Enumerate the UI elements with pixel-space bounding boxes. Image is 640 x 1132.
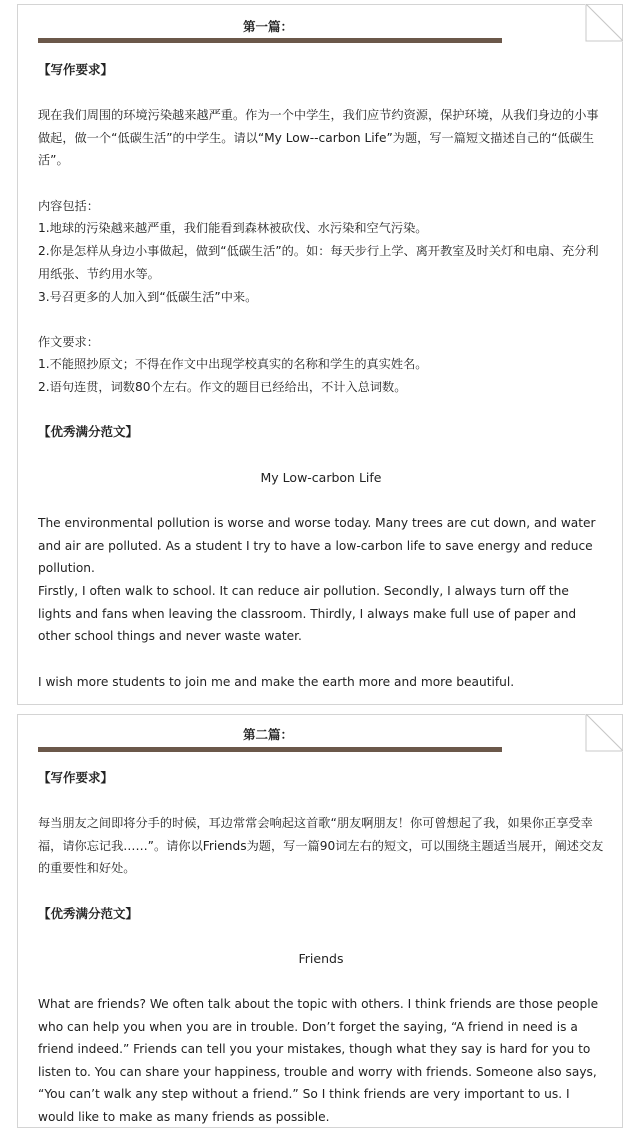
article-card-2 — [17, 714, 623, 1128]
heading-rule — [38, 747, 502, 752]
heading-rule — [38, 38, 502, 43]
essay-paragraph-3: I wish more students to join me and make the earth more and more beautiful. — [38, 675, 515, 689]
essay-paragraph-1: The environmental pollution is worse and worse today. Many trees are cut down, and water and air are polluted. As a student I try to have a low-carbon life to save energy and reduce pollution. — [38, 516, 596, 576]
essay-title: Friends — [298, 951, 344, 966]
essay-paragraph: What are friends? We often talk about the topic with others. I think friends are those people who can help you when you are in trouble. Don’t forget the saying, “A friend in need is a friend indeed.” Friends can tell you your mistakes, though what they say is hard for you to listen to. You can share your happiness, trouble and worry with friends. Someone also says, “You can’t walk any step without a friend.” So I think friends are very important to us. I would like to make as many friends as possible. — [38, 997, 599, 1124]
page-fold-icon — [585, 714, 623, 752]
article-heading: 第二篇： — [242, 727, 293, 742]
content-item-3: 3.号召更多的人加入到“低碳生活”中来。 — [38, 290, 258, 304]
article-card-1 — [17, 4, 623, 705]
requirements-paragraph: 每当朋友之间即将分手的时候，耳边常常会响起这首歌“朋友啊朋友！你可曾想起了我，如果你正享受幸福，请你忘记我……”。请你以Friends为题，写一篇90词左右的短文，可以围绕主题适当展开，阐述交友的重要性和好处。 — [38, 816, 604, 876]
requirements-title: 【写作要求】 — [38, 62, 114, 77]
requirements-title: 【写作要求】 — [38, 770, 114, 785]
content-item-2: 2.你是怎样从身边小事做起，做到“低碳生活”的。如：每天步行上学、离开教室及时关灯和电扇、充分利用纸张、节约用水等。 — [38, 244, 599, 281]
composition-item-1: 1.不能照抄原文；不得在作文中出现学校真实的名称和学生的真实姓名。 — [38, 357, 428, 371]
composition-label: 作文要求： — [38, 335, 99, 349]
sample-essay-title: 【优秀满分范文】 — [38, 424, 139, 439]
requirements-paragraph: 现在我们周围的环境污染越来越严重。作为一个中学生，我们应节约资源，保护环境，从我们身边的小事做起，做一个“低碳生活”的中学生。请以“My Low--carbon Life”为题，写一篇短文描述自己的“低碳生活”。 — [38, 108, 599, 168]
composition-item-2: 2.语句连贯，词数80个左右。作文的题目已经给出，不计入总词数。 — [38, 380, 407, 394]
sample-essay-title: 【优秀满分范文】 — [38, 906, 139, 921]
page-fold-icon — [585, 4, 623, 42]
essay-paragraph-2: Firstly, I often walk to school. It can reduce air pollution. Secondly, I always turn off the lights and fans when leaving the classroom. Thirdly, I always make full use of paper and other school things and never waste water. — [38, 584, 577, 644]
article-heading: 第一篇： — [242, 19, 293, 34]
content-label: 内容包括： — [38, 199, 99, 213]
content-item-1: 1.地球的污染越来越严重，我们能看到森林被砍伐、水污染和空气污染。 — [38, 221, 428, 235]
essay-title: My Low-carbon Life — [260, 470, 382, 485]
